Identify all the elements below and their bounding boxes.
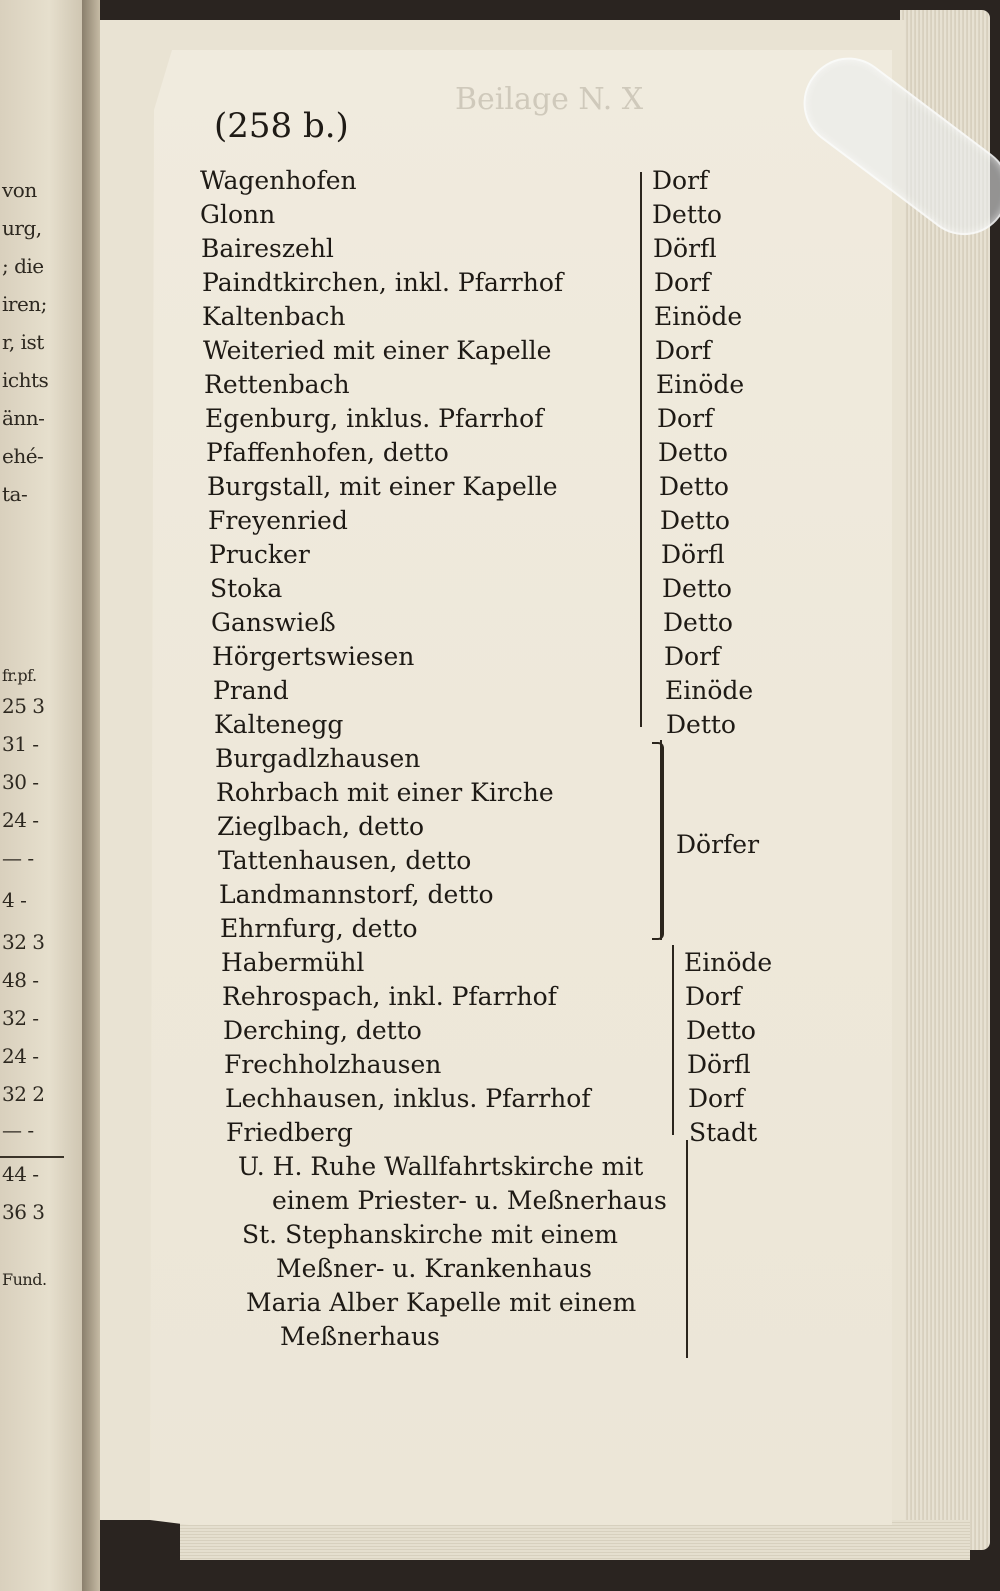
settlement-type: Einöde: [654, 302, 743, 331]
settlement-type: Dorf: [688, 1084, 745, 1113]
place-name: Freyenried: [208, 506, 348, 535]
settlement-type: Detto: [658, 438, 728, 467]
settlement-type: Einöde: [656, 370, 745, 399]
left-fragment: 4 -: [2, 888, 27, 912]
church-line: St. Stephanskirche mit einem: [242, 1220, 619, 1249]
place-name: Tattenhausen, detto: [218, 846, 472, 875]
place-name: Prucker: [209, 540, 310, 569]
place-name: Weiteried mit einer Kapelle: [203, 336, 552, 365]
left-fragment: — -: [2, 846, 34, 870]
settlement-type: Dorf: [657, 404, 714, 433]
place-name: Rettenbach: [204, 370, 350, 399]
settlement-type: Detto: [666, 710, 736, 739]
place-name: Friedberg: [226, 1118, 353, 1147]
place-name: Lechhausen, inklus. Pfarrhof: [225, 1084, 591, 1113]
column-divider: [640, 172, 642, 727]
left-fragment: fr.pf.: [2, 666, 37, 685]
place-name: Derching, detto: [223, 1016, 422, 1045]
place-name: Rohrbach mit einer Kirche: [216, 778, 554, 807]
place-name: Habermühl: [221, 948, 365, 977]
settlement-type: Detto: [662, 574, 732, 603]
place-name: Pfaffenhofen, detto: [206, 438, 449, 467]
church-line: U. H. Ruhe Wallfahrtskirche mit: [238, 1152, 644, 1181]
settlement-type: Detto: [659, 472, 729, 501]
column-divider: [686, 1140, 688, 1358]
place-name: Ehrnfurg, detto: [220, 914, 418, 943]
book-gutter: [82, 0, 100, 1591]
settlement-type: Dorf: [652, 166, 709, 195]
left-fragment: — -: [2, 1118, 34, 1142]
place-name: Prand: [213, 676, 289, 705]
settlement-type: Dörfl: [661, 540, 725, 569]
left-fragment: ehé-: [2, 444, 44, 468]
settlement-type: Dörfl: [653, 234, 717, 263]
place-name: Frechholzhausen: [224, 1050, 442, 1079]
settlement-type: Dorf: [664, 642, 721, 671]
left-fragment: ichts: [2, 368, 49, 392]
settlement-type: Stadt: [689, 1118, 758, 1147]
previous-page-edge: [0, 0, 84, 1591]
place-name: Ganswieß: [211, 608, 336, 637]
bleedthrough-header: Beilage N. X: [455, 82, 644, 117]
left-fragment: 31 -: [2, 732, 39, 756]
left-fragment: 24 -: [2, 1044, 39, 1068]
church-line: einem Priester- u. Meßnerhaus: [272, 1186, 667, 1215]
group-settlement-type: Dörfer: [676, 830, 760, 859]
place-name: Baireszehl: [201, 234, 334, 263]
place-name: Egenburg, inklus. Pfarrhof: [205, 404, 544, 433]
settlement-type: Einöde: [665, 676, 754, 705]
left-fragment: änn-: [2, 406, 45, 430]
left-fragment: 32 3: [2, 930, 45, 954]
page-edges-bottom: [180, 1520, 970, 1560]
settlement-type: Einöde: [684, 948, 773, 977]
left-fragment: 32 2: [2, 1082, 45, 1106]
group-bracket: [652, 742, 664, 940]
left-fragment: ta-: [2, 482, 28, 506]
left-fragment: ; die: [2, 254, 44, 278]
place-name: Burgstall, mit einer Kapelle: [207, 472, 558, 501]
place-name: Paindtkirchen, inkl. Pfarrhof: [202, 268, 564, 297]
page-edges-right: [900, 10, 990, 1550]
church-line: Maria Alber Kapelle mit einem: [246, 1288, 637, 1317]
place-name: Glonn: [200, 200, 276, 229]
place-name: Wagenhofen: [200, 166, 357, 195]
church-line: Meßnerhaus: [280, 1322, 440, 1351]
left-fragment: 25 3: [2, 694, 45, 718]
left-fragment: iren;: [2, 292, 47, 316]
settlement-type: Detto: [663, 608, 733, 637]
left-fragment: 32 -: [2, 1006, 39, 1030]
left-fragment: 48 -: [2, 968, 39, 992]
settlement-type: Detto: [660, 506, 730, 535]
place-name: Burgadlzhausen: [215, 744, 421, 773]
settlement-type: Dörfl: [687, 1050, 751, 1079]
left-fragment: Fund.: [2, 1270, 47, 1289]
place-name: Kaltenbach: [202, 302, 346, 331]
left-fragment: 30 -: [2, 770, 39, 794]
left-fragment: von: [2, 178, 37, 202]
place-name: Landmannstorf, detto: [219, 880, 494, 909]
left-fragment: 44 -: [2, 1162, 39, 1186]
place-name: Hörgertswiesen: [212, 642, 415, 671]
settlement-type: Detto: [686, 1016, 756, 1045]
left-rule: [0, 1156, 64, 1158]
left-fragment: 36 3: [2, 1200, 45, 1224]
place-name: Zieglbach, detto: [217, 812, 425, 841]
place-name: Stoka: [210, 574, 283, 603]
left-fragment: 24 -: [2, 808, 39, 832]
place-name: Rehrospach, inkl. Pfarrhof: [222, 982, 557, 1011]
settlement-type: Detto: [652, 200, 722, 229]
settlement-type: Dorf: [655, 336, 712, 365]
settlement-type: Dorf: [654, 268, 711, 297]
settlement-type: Dorf: [685, 982, 742, 1011]
place-name: Kaltenegg: [214, 710, 344, 739]
page-number: (258 b.): [214, 106, 349, 146]
church-line: Meßner- u. Krankenhaus: [276, 1254, 592, 1283]
column-divider: [672, 945, 674, 1135]
left-fragment: r, ist: [2, 330, 44, 354]
left-fragment: urg,: [2, 216, 42, 240]
